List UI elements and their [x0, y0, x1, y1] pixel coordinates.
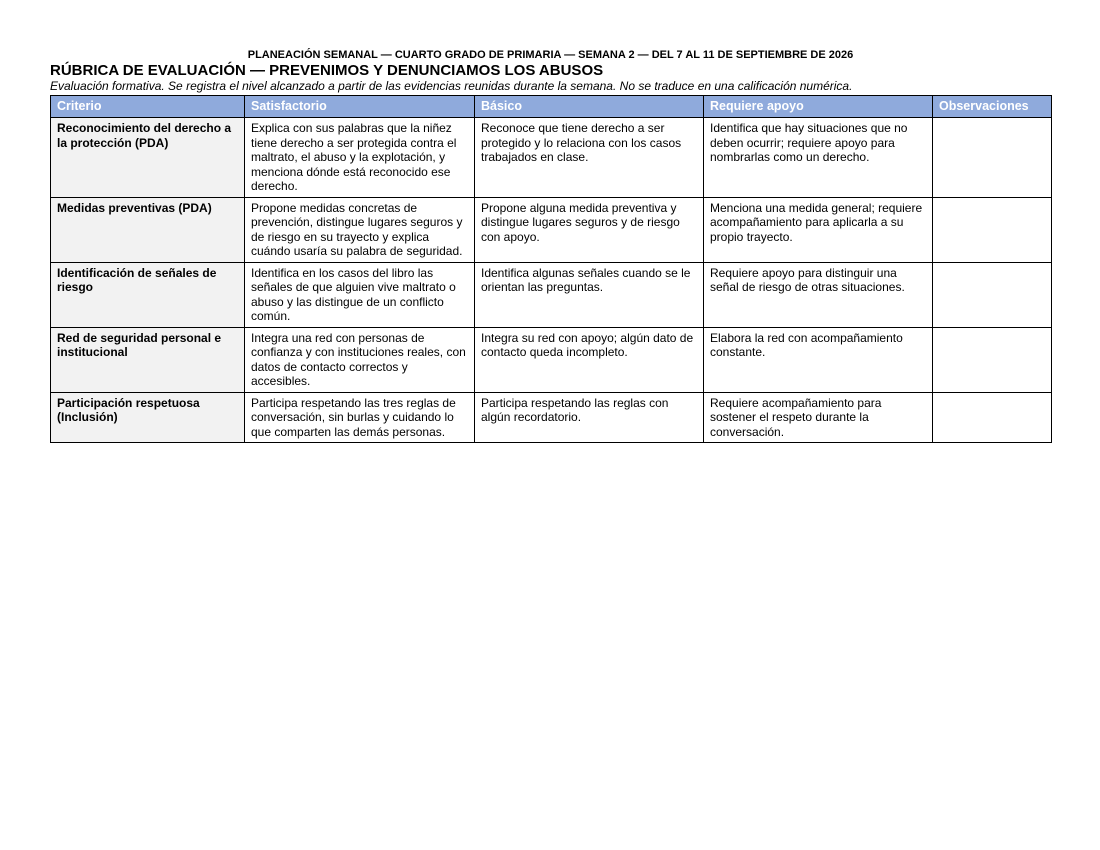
- cell-satisfactorio: Participa respetando las tres reglas de conversación, sin burlas y cuidando lo que comparten las demás personas.: [245, 392, 475, 443]
- cell-requiere-apoyo: Requiere apoyo para distinguir una señal de riesgo de otras situaciones.: [704, 262, 933, 327]
- cell-basico: Reconoce que tiene derecho a ser protegido y lo relaciona con los casos trabajados en clase.: [475, 118, 704, 198]
- cell-requiere-apoyo: Requiere acompañamiento para sostener el respeto durante la conversación.: [704, 392, 933, 443]
- cell-satisfactorio: Identifica en los casos del libro las señales de que alguien vive maltrato o abuso y las distingue de un conflicto común.: [245, 262, 475, 327]
- cell-criterio: Identificación de señales de riesgo: [51, 262, 245, 327]
- cell-observaciones: [933, 262, 1052, 327]
- table-row: [51, 262, 1052, 327]
- cell-basico: Participa respetando las reglas con algún recordatorio.: [475, 392, 704, 443]
- table-row: [51, 327, 1052, 392]
- column-header-basico: Básico: [475, 96, 704, 118]
- cell-criterio: Reconocimiento del derecho a la protección (PDA): [51, 118, 245, 198]
- cell-basico: Integra su red con apoyo; algún dato de contacto queda incompleto.: [475, 327, 704, 392]
- column-header-criterio: Criterio: [51, 96, 245, 118]
- cell-observaciones: [933, 392, 1052, 443]
- column-header-satisfactorio: Satisfactorio: [245, 96, 475, 118]
- column-header-observaciones: Observaciones: [933, 96, 1052, 118]
- cell-criterio: Medidas preventivas (PDA): [51, 197, 245, 262]
- document-title: RÚBRICA DE EVALUACIÓN — PREVENIMOS Y DENUNCIAMOS LOS ABUSOS: [50, 62, 604, 79]
- cell-basico: Identifica algunas señales cuando se le orientan las preguntas.: [475, 262, 704, 327]
- cell-satisfactorio: Explica con sus palabras que la niñez tiene derecho a ser protegida contra el maltrato, el abuso y la explotación, y menciona dónde está reconocido ese derecho.: [245, 118, 475, 198]
- cell-basico: Propone alguna medida preventiva y distingue lugares seguros y de riesgo con apoyo.: [475, 197, 704, 262]
- cell-requiere-apoyo: Elabora la red con acompañamiento constante.: [704, 327, 933, 392]
- cell-observaciones: [933, 197, 1052, 262]
- table-row: [51, 197, 1052, 262]
- cell-observaciones: [933, 118, 1052, 198]
- document-subtitle: Evaluación formativa. Se registra el nivel alcanzado a partir de las evidencias reunidas durante la semana. No se traduce en una calificación numérica.: [50, 79, 853, 93]
- cell-criterio: Participación respetuosa (Inclusión): [51, 392, 245, 443]
- cell-satisfactorio: Integra una red con personas de confianza y con instituciones reales, con datos de contacto correctos y accesibles.: [245, 327, 475, 392]
- cell-requiere-apoyo: Menciona una medida general; requiere acompañamiento para aplicarla a su propio trayecto.: [704, 197, 933, 262]
- rubric-table: [50, 95, 1052, 443]
- column-header-requiere-apoyo: Requiere apoyo: [704, 96, 933, 118]
- table-row: [51, 392, 1052, 443]
- cell-satisfactorio: Propone medidas concretas de prevención, distingue lugares seguros y de riesgo en su trayecto y explica cuándo usaría su palabra de seguridad.: [245, 197, 475, 262]
- cell-requiere-apoyo: Identifica que hay situaciones que no deben ocurrir; requiere apoyo para nombrarlas como un derecho.: [704, 118, 933, 198]
- cell-criterio: Red de seguridad personal e institucional: [51, 327, 245, 392]
- table-header-row: [51, 96, 1052, 118]
- table-row: [51, 118, 1052, 198]
- document-header: PLANEACIÓN SEMANAL — CUARTO GRADO DE PRIMARIA — SEMANA 2 — DEL 7 AL 11 DE SEPTIEMBRE DE 2026: [247, 49, 854, 61]
- document-page: [50, 48, 1051, 443]
- cell-observaciones: [933, 327, 1052, 392]
